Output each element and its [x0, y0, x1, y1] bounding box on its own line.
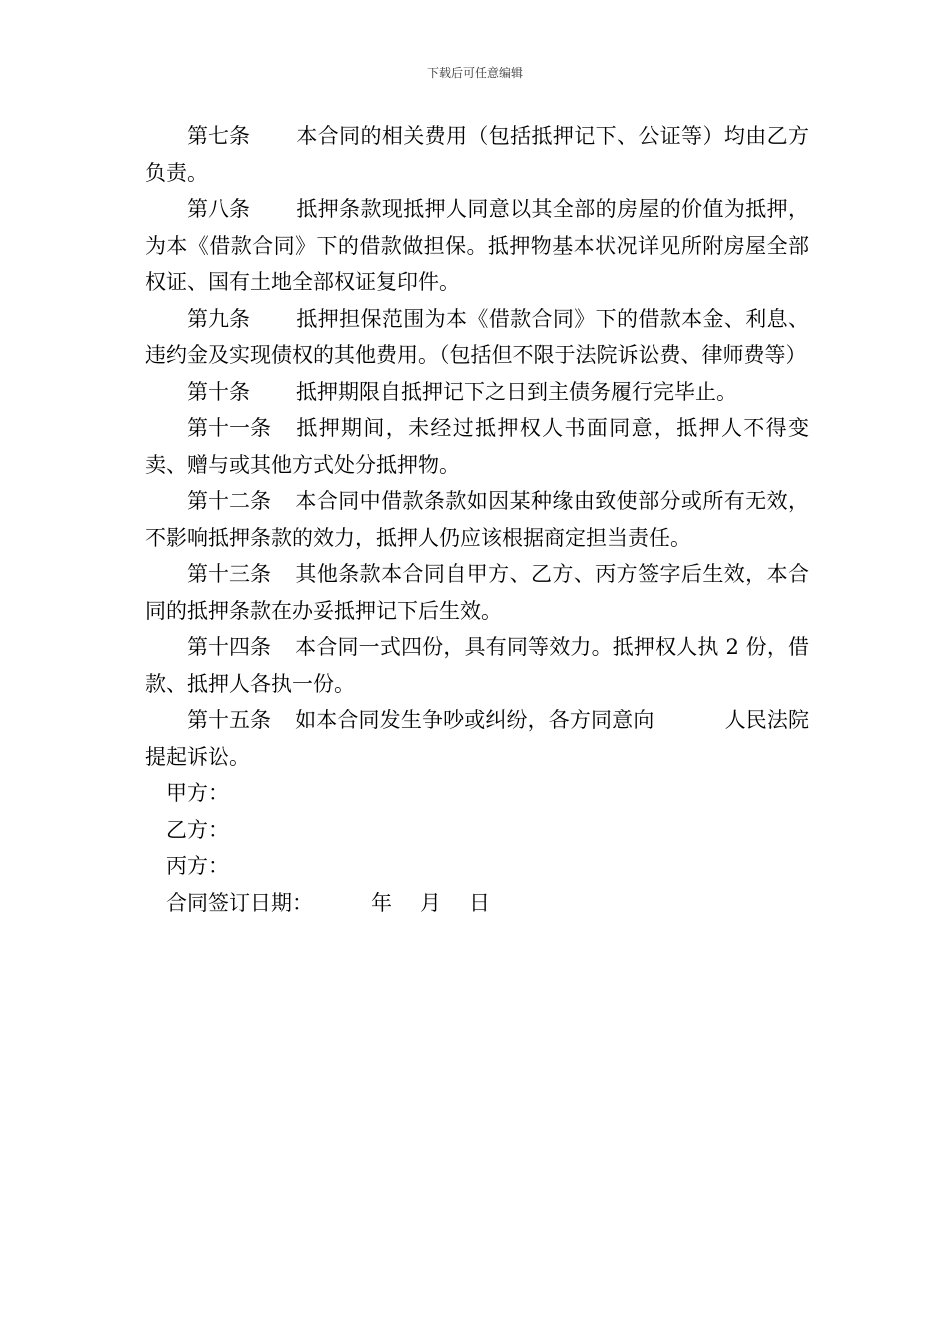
- clause-text: 其他条款本合同自甲方、乙方、丙方签字后生效，本合同的抵押条款在办妥抵押记下后生效。: [145, 562, 809, 623]
- party-b-line: [145, 812, 809, 849]
- month-label: 月: [420, 890, 441, 915]
- clause-15: [145, 702, 809, 775]
- date-label: 合同签订日期：: [166, 890, 313, 915]
- clause-8: [145, 191, 809, 301]
- clause-text: 抵押条款现抵押人同意以其全部的房屋的价值为抵押，为本《借款合同》下的借款做担保。抵押物基本状况详见所附房屋全部权证、国有土地全部权证复印件。: [145, 197, 809, 294]
- contract-body: [145, 118, 809, 921]
- clause-text: 抵押期限自抵押记下之日到主债务履行完毕止。: [296, 379, 737, 404]
- clause-number: 第十一条: [187, 416, 271, 440]
- clause-number: 第十条: [187, 379, 250, 404]
- clause-number: 第十四条: [187, 635, 271, 659]
- clause-text: 如本合同发生争吵或纠纷，各方同意向: [295, 708, 655, 732]
- clause-number: 第七条: [187, 124, 250, 148]
- clause-number: 第八条: [187, 197, 250, 221]
- page-header: 下载后可任意编辑: [426, 66, 523, 80]
- day-label: 日: [469, 890, 490, 915]
- party-c-label: 丙方：: [166, 854, 229, 878]
- clause-7: [145, 118, 809, 191]
- clause-text: 抵押期间，未经过抵押权人书面同意，抵押人不得变卖、赠与或其他方式处分抵押物。: [145, 416, 809, 477]
- clause-10: [145, 374, 809, 411]
- clause-text-continued: 人民法院提起诉讼。: [145, 708, 809, 769]
- clause-12: [145, 483, 809, 556]
- year-label: 年: [371, 890, 392, 915]
- clause-text: 抵押担保范围为本《借款合同》下的借款本金、利息、违约金及实现债权的其他费用。（包括但不限于法院诉讼费、律师费等）: [145, 306, 809, 367]
- clause-text: 本合同一式四份，具有同等效力。抵押权人执 2 份，借款、抵押人各执一份。: [145, 635, 809, 696]
- clause-14: [145, 629, 809, 702]
- party-b-label: 乙方：: [166, 817, 229, 842]
- clause-text: 本合同中借款条款如因某种缘由致使部分或所有无效，不影响抵押条款的效力，抵押人仍应该根据商定担当责任。: [145, 489, 809, 550]
- clause-9: [145, 301, 809, 374]
- clause-number: 第十三条: [187, 562, 271, 586]
- signing-date-line: [145, 885, 809, 922]
- clause-number: 第十二条: [187, 489, 271, 513]
- party-c-line: [145, 848, 809, 885]
- clause-11: [145, 410, 809, 483]
- party-a-label: 甲方：: [166, 781, 229, 805]
- party-a-line: [145, 775, 809, 812]
- clause-number: 第十五条: [187, 708, 271, 732]
- clause-number: 第九条: [187, 306, 250, 331]
- clause-text: 本合同的相关费用（包括抵押记下、公证等）均由乙方负责。: [145, 124, 809, 185]
- clause-13: [145, 556, 809, 629]
